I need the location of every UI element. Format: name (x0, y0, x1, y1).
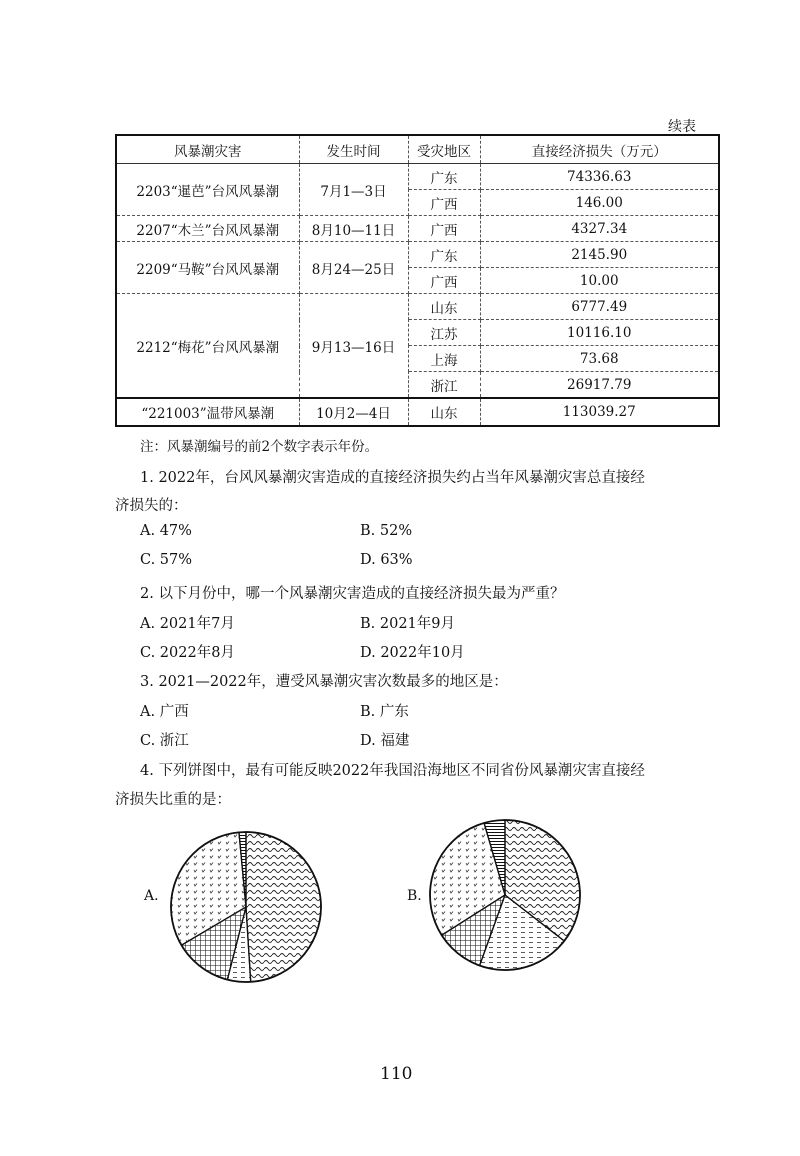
header-time: 发生时间 (299, 135, 408, 164)
q1-option-b: B. 52% (360, 523, 413, 539)
loss: 113039.27 (480, 398, 719, 426)
region: 广西 (408, 268, 480, 294)
q3-option-c: C. 浙江 (140, 733, 189, 749)
continued-table-label: 续表 (668, 119, 696, 135)
region: 上海 (408, 346, 480, 372)
question-2: 2. 以下月份中，哪一个风暴潮灾害造成的直接经济损失最为严重？ (140, 586, 565, 602)
region: 广西 (408, 216, 480, 242)
question-4-cont: 济损失比重的是： (115, 792, 231, 808)
header-loss: 直接经济损失（万元） (480, 135, 719, 164)
event-time: 10月2—4日 (299, 398, 408, 426)
event-name: 2203“暹芭”台风风暴潮 (116, 164, 299, 216)
q2-option-b: B. 2021年9月 (360, 616, 456, 632)
question-1: 1. 2022年，台风风暴潮灾害造成的直接经济损失约占当年风暴潮灾害总直接经 (140, 470, 645, 486)
region: 广东 (408, 242, 480, 268)
region: 江苏 (408, 320, 480, 346)
q1-option-c: C. 57% (140, 552, 193, 568)
loss: 74336.63 (480, 164, 719, 190)
event-name: 2209“马鞍”台风风暴潮 (116, 242, 299, 294)
event-name: 2207“木兰”台风风暴潮 (116, 216, 299, 242)
pie-b-label: B. (407, 888, 422, 904)
event-time: 7月1—3日 (299, 164, 408, 216)
region: 广东 (408, 164, 480, 190)
pie-a-slice-wavy (246, 832, 321, 982)
region: 广西 (408, 190, 480, 216)
q3-option-a: A. 广西 (140, 704, 189, 720)
region: 山东 (408, 398, 480, 426)
loss: 26917.79 (480, 372, 719, 399)
loss: 2145.90 (480, 242, 719, 268)
loss: 10116.10 (480, 320, 719, 346)
header-region: 受灾地区 (408, 135, 480, 164)
question-3: 3. 2021—2022年，遭受风暴潮灾害次数最多的地区是： (140, 674, 508, 690)
event-time: 8月10—11日 (299, 216, 408, 242)
event-time: 8月24—25日 (299, 242, 408, 294)
pie-a-label: A. (144, 888, 159, 904)
q1-option-d: D. 63% (360, 552, 413, 568)
loss: 4327.34 (480, 216, 719, 242)
event-time: 9月13—16日 (299, 294, 408, 399)
q3-option-b: B. 广东 (360, 704, 409, 720)
q2-option-a: A. 2021年7月 (140, 616, 235, 632)
q1-option-a: A. 47% (140, 523, 192, 539)
header-disaster: 风暴潮灾害 (116, 135, 299, 164)
question-4: 4. 下列饼图中，最有可能反映2022年我国沿海地区不同省份风暴潮灾害直接经 (140, 763, 645, 779)
loss: 146.00 (480, 190, 719, 216)
event-name: “221003”温带风暴潮 (116, 398, 299, 426)
page-number: 110 (380, 1064, 413, 1084)
q2-option-c: C. 2022年8月 (140, 645, 235, 661)
event-name: 2212“梅花”台风风暴潮 (116, 294, 299, 399)
q2-option-d: D. 2022年10月 (360, 645, 465, 661)
question-1-cont: 济损失的： (115, 498, 188, 514)
table-note: 注：风暴潮编号的前2个数字表示年份。 (140, 439, 379, 455)
loss: 10.00 (480, 268, 719, 294)
loss: 73.68 (480, 346, 719, 372)
region: 浙江 (408, 372, 480, 399)
loss: 6777.49 (480, 294, 719, 320)
region: 山东 (408, 294, 480, 320)
q3-option-d: D. 福建 (360, 733, 410, 749)
